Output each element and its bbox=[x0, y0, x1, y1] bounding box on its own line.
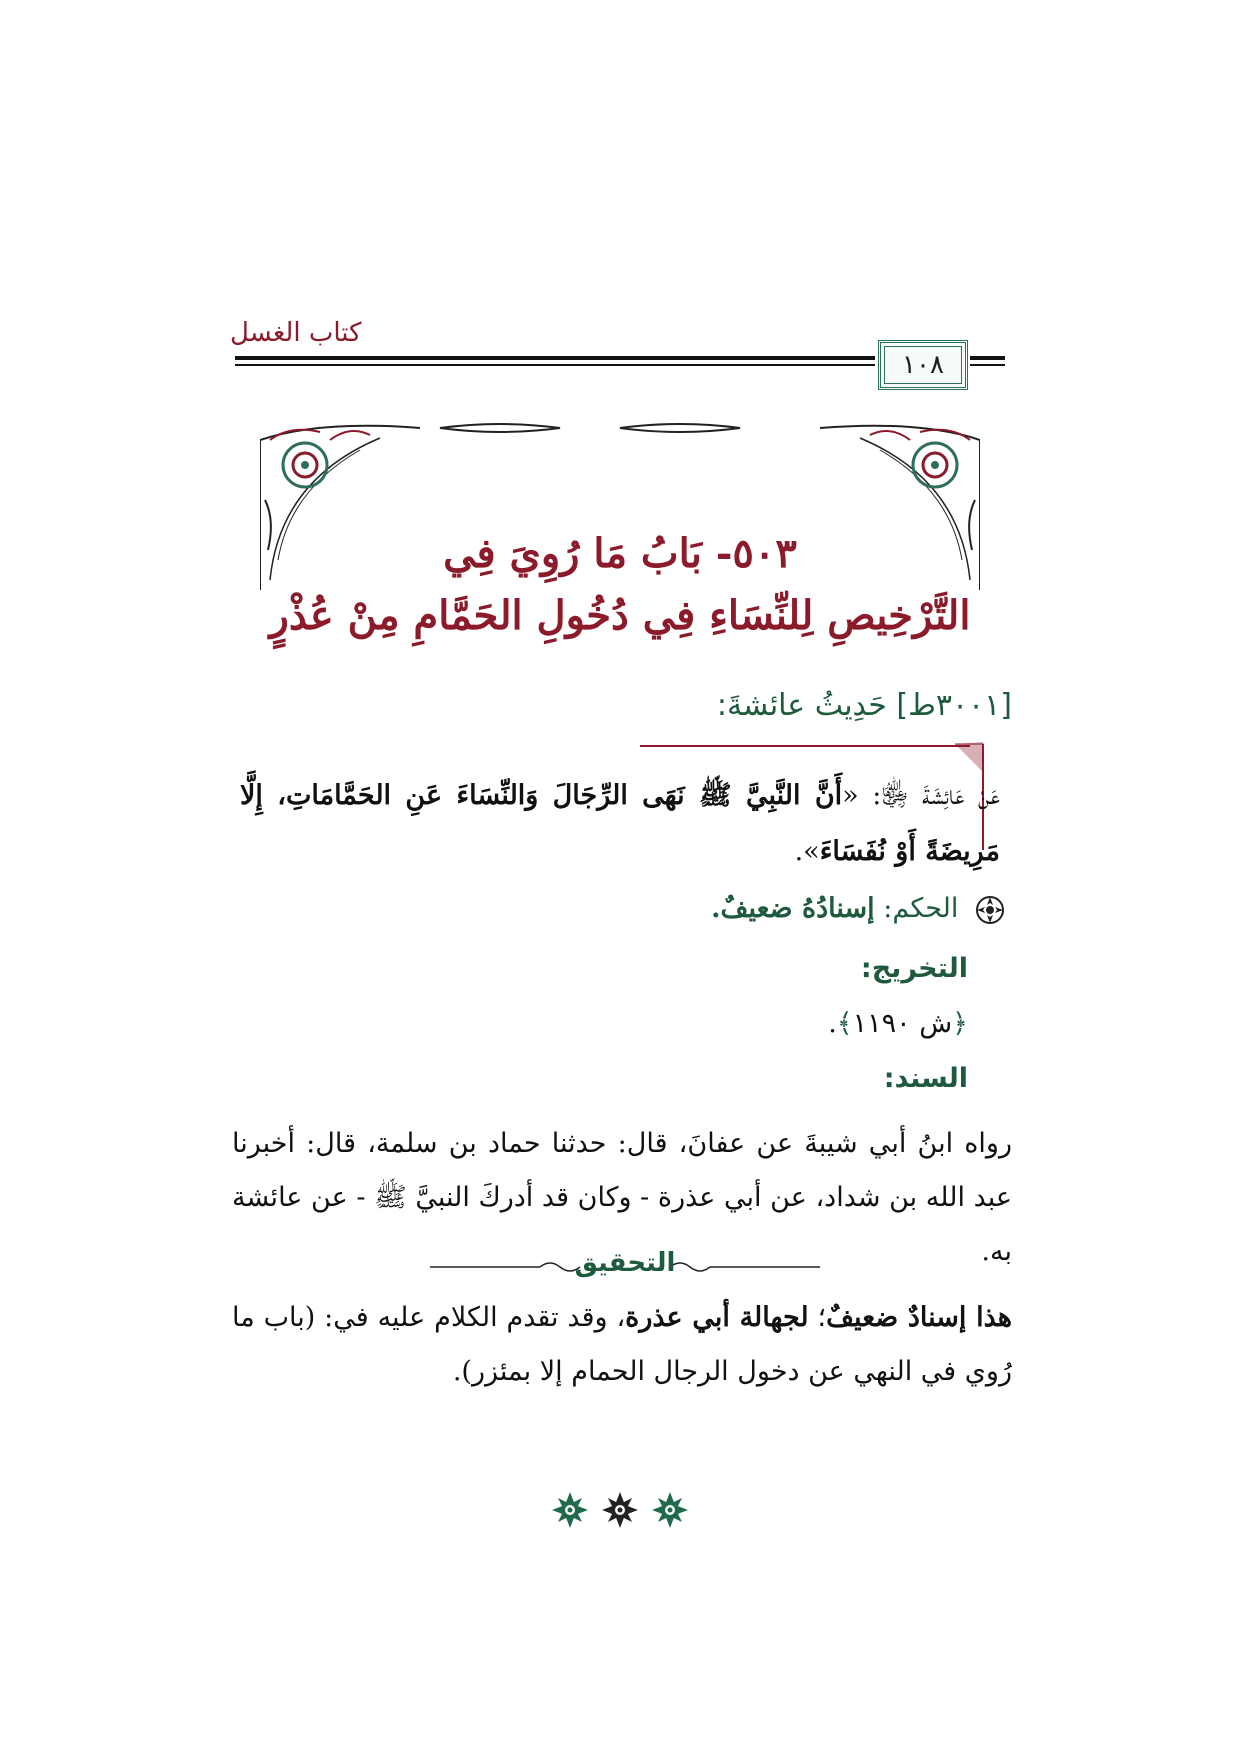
takhrij-label: التخريج: bbox=[860, 953, 968, 984]
hadith-narrator: عَنْ عَائِشَةَ ﵂: « bbox=[842, 780, 1000, 811]
running-title: كتاب الغسل bbox=[230, 318, 362, 348]
header-rule-right-2 bbox=[970, 364, 1005, 366]
quote-rule bbox=[640, 745, 970, 747]
ruling-line bbox=[711, 893, 1005, 925]
tahqiq-text bbox=[232, 1291, 1012, 1399]
sanad-text: رواه ابنُ أبي شيبةَ عن عفانَ، قال: حدثنا حماد بن سلمة، قال: أخبرنا عبد الله بن شداد، عن أبي عذرة - وكان قد أدركَ النبيَّ ﷺ - عن عائشة به. bbox=[232, 1128, 1012, 1267]
ornament-star-1 bbox=[552, 1492, 588, 1528]
tahqiq-reason: لجهالة أبي عذرة bbox=[625, 1302, 809, 1333]
ornament-top-bars bbox=[440, 424, 740, 432]
hadith-text bbox=[240, 768, 1000, 880]
tahqiq-verdict: هذا إسنادٌ ضعيفٌ bbox=[826, 1302, 1012, 1333]
bracket-close: ﴾ bbox=[836, 1008, 853, 1039]
bracket-open: ﴿ bbox=[952, 1008, 968, 1039]
page-number-text: ١٠٨ bbox=[902, 350, 944, 380]
ornament-star-2 bbox=[602, 1492, 638, 1528]
ruling-value: إسنادُهُ ضعيفٌ. bbox=[711, 893, 875, 924]
takhrij-reference bbox=[828, 1008, 968, 1039]
tahqiq-rest: ، وقد تقدم الكلام عليه في: (باب ما رُوي في النهي عن دخول الرجال الحمام إلا بمئزر). bbox=[232, 1302, 1012, 1387]
header-rule-bottom bbox=[235, 364, 875, 366]
takhrij-end: . bbox=[828, 1008, 837, 1039]
chapter-title-line2: التَّرْخِيصِ لِلنِّسَاءِ فِي دُخُولِ الحَمَّامِ مِنْ عُذْرٍ bbox=[269, 592, 971, 639]
hadith-matn: أَنَّ النَّبِيَّ ﷺ نَهَى الرِّجَالَ وَالنِّسَاءَ عَنِ الحَمَّامَاتِ، إِلَّا مَرِيضَةً أَوْ نُفَسَاءَ bbox=[240, 780, 1000, 867]
chapter-title-line1: ٥٠٣- بَابُ مَا رُوِيَ فِي bbox=[443, 530, 797, 577]
hadith-closing: ». bbox=[794, 836, 820, 867]
takhrij-source: ش ١١٩٠ bbox=[852, 1008, 953, 1039]
ruling-label: الحكم: bbox=[883, 893, 959, 924]
tahqiq-heading: التحقيق bbox=[574, 1248, 676, 1278]
ornament-star-3 bbox=[652, 1492, 688, 1528]
hadith-heading: [٣٠٠١ط] حَدِيثُ عائشةَ: bbox=[716, 688, 1012, 723]
sanad-label: السند: bbox=[883, 1063, 968, 1094]
header-rule-top bbox=[235, 356, 875, 360]
header-rule-right bbox=[970, 356, 1005, 360]
page-number bbox=[878, 340, 968, 390]
end-of-section-ornament bbox=[548, 1488, 692, 1532]
tahqiq-sep: ؛ bbox=[808, 1302, 827, 1333]
rosette-icon bbox=[975, 895, 1005, 925]
